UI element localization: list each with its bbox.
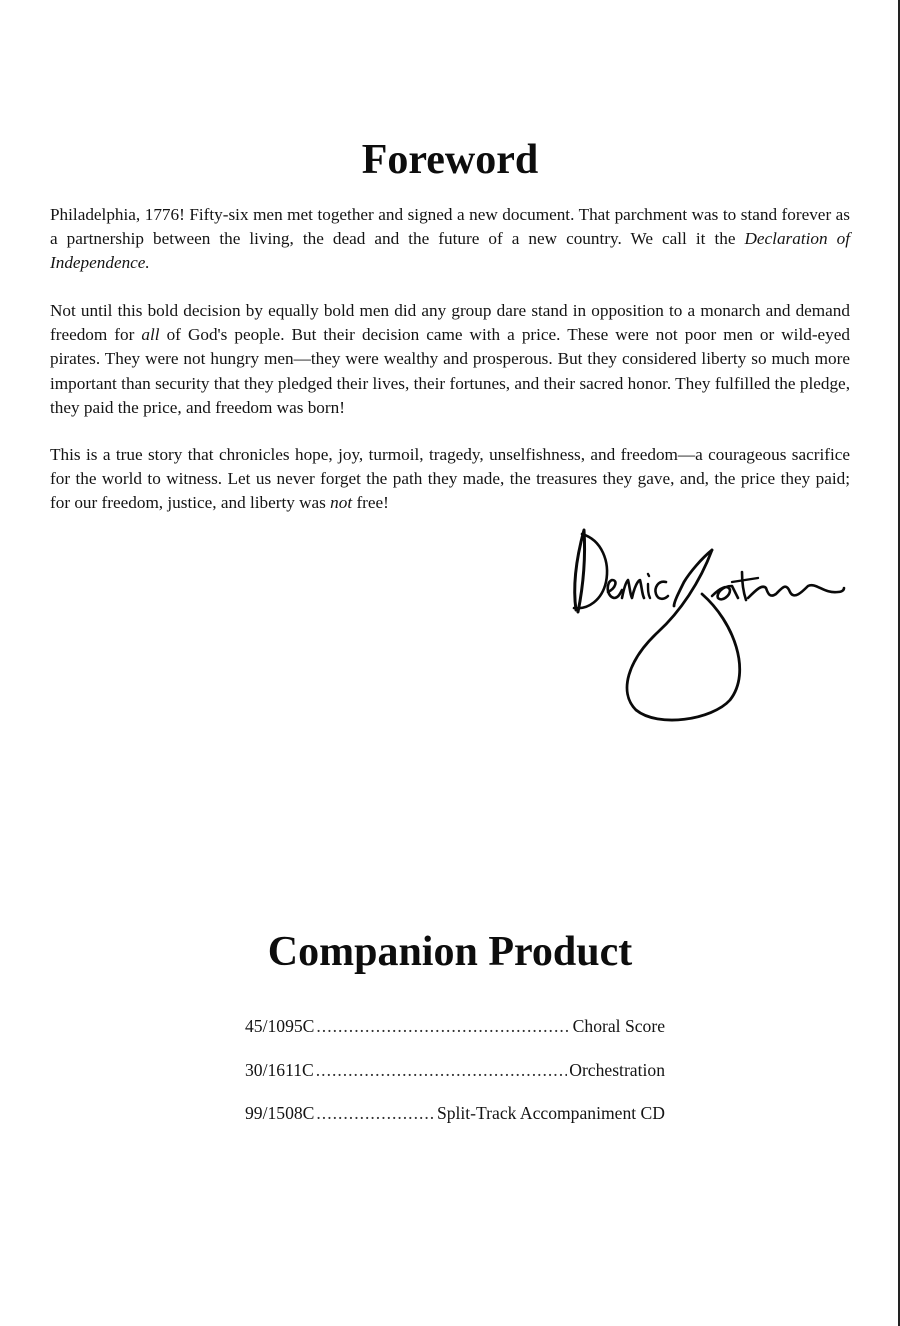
product-row [245, 1101, 665, 1125]
paragraph-text: This is a true story that chronicles hope, joy, turmoil, tragedy, unselfishness, and freedom—a courageous sacrifice for the world to witness. Let us never forget the path they made, the treasures they gave, and, the price they paid; for our freedom, justice, and liberty was [50, 445, 850, 513]
product-code: 45/1095C [245, 1016, 315, 1036]
paragraph-text: Philadelphia, 1776! Fifty-six men met together and signed a new document. That parchment was to stand forever as a partnership between the living, the dead and the future of a new country. We call it the [50, 205, 850, 249]
product-row [245, 1014, 665, 1038]
paragraph-text: free! [352, 493, 389, 513]
paragraph-emphasis: not [330, 493, 353, 513]
companion-product-title: Companion Product [267, 929, 633, 975]
dot-leader [316, 1014, 570, 1038]
product-code: 30/1611C [245, 1059, 314, 1080]
dot-leader [316, 1101, 435, 1125]
handwritten-signature [562, 522, 846, 726]
foreword-title: Foreword [361, 137, 539, 183]
product-name: Split-Track Accompaniment CD [436, 1103, 665, 1123]
companion-product-list [245, 1014, 665, 1145]
paragraph-text: of God's people. But their decision came with a price. These were not poor men or wild-eyed pirates. They were not hungry men—they were wealthy and prosperous. But they considered liberty so much more important than security that they pledged their lives, their fortunes, and their sacred honor. They fulfilled the pledge, they paid the price, and freedom was born! [50, 325, 850, 417]
paragraph-emphasis: all [141, 325, 160, 345]
product-code: 99/1508C [245, 1103, 315, 1123]
foreword-paragraph-3 [50, 443, 850, 516]
foreword-paragraph-1 [50, 203, 850, 276]
product-name: Choral Score [572, 1016, 665, 1036]
paragraph-text: Not until this bold decision by equally bold men did any group dare stand in opposition to a monarch and demand freedom for [50, 301, 850, 345]
dot-leader [316, 1058, 567, 1082]
foreword-paragraph-2 [50, 299, 850, 420]
product-row [245, 1058, 665, 1082]
product-name: Orchestration [569, 1059, 665, 1080]
paragraph-emphasis: Declaration of Independence. [50, 229, 850, 273]
